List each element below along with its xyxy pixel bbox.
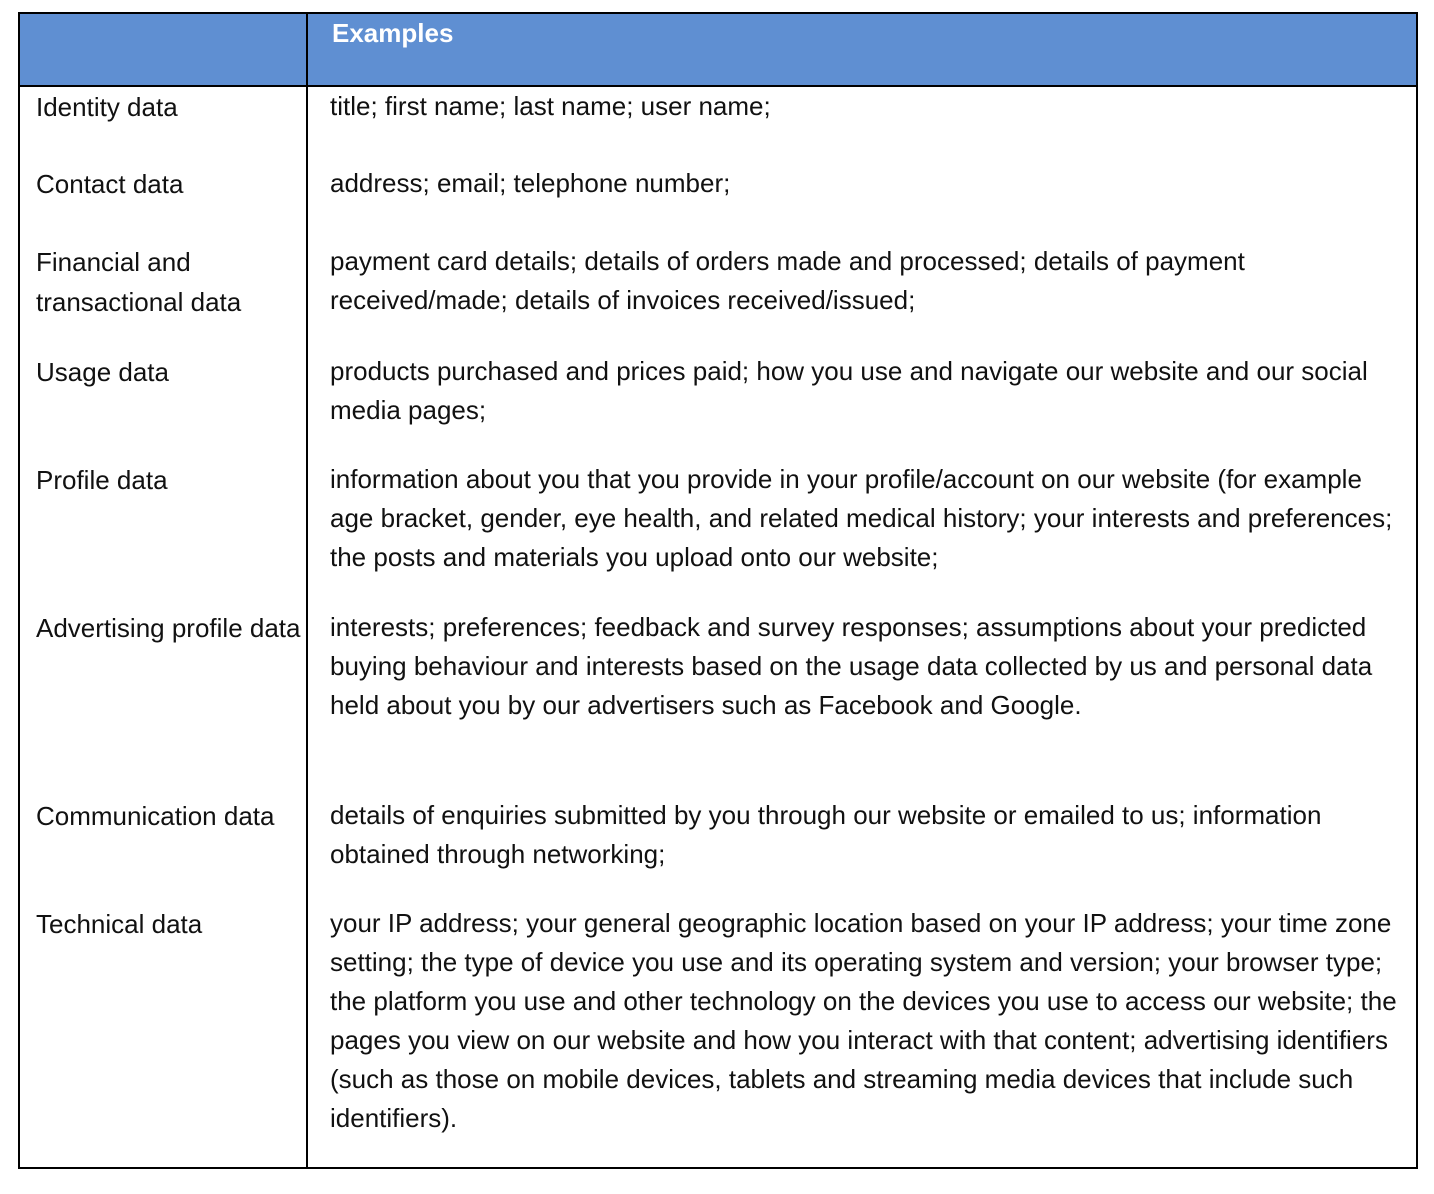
table-row [19,164,1417,242]
table-header-row [19,13,1417,86]
examples-text: information about you that you provide in your profile/account on our website (for example age bracket, gender, eye health, and related medical history; your interests and preferences; the posts and materials you upload onto our website; [330,464,1393,572]
table-row [19,904,1417,1168]
header-examples-label: Examples [332,18,454,48]
category-cell [19,242,307,352]
table-row [19,460,1417,608]
table-row [19,608,1417,796]
examples-cell [307,904,1417,1168]
table-row [19,86,1417,164]
category-cell [19,796,307,904]
category-cell [19,460,307,608]
header-category-cell [19,13,307,86]
examples-cell [307,242,1417,352]
examples-text: your IP address; your general geographic location based on your IP address; your time zone setting; the type of device you use and its operating system and version; your browser type; the platform you use and other technology on the devices you use to access our website; the pages you view on our website and how you interact with that content; advertising identifiers (such as those on mobile devices, tablets and streaming media devices that include such identifiers). [330,908,1397,1133]
category-label: Financial and transactional data [36,247,242,317]
category-cell [19,608,307,796]
examples-cell [307,796,1417,904]
examples-cell [307,164,1417,242]
examples-cell [307,608,1417,796]
category-label: Technical data [36,909,203,939]
examples-text: payment card details; details of orders made and processed; details of payment received/made; details of invoices received/issued; [330,246,1245,315]
category-cell [19,904,307,1168]
personal-data-table [18,12,1418,1169]
examples-cell [307,460,1417,608]
examples-text: address; email; telephone number; [330,168,731,198]
examples-text: interests; preferences; feedback and survey responses; assumptions about your predicted buying behaviour and interests based on the usage data collected by us and personal data held about you by our advertisers such as Facebook and Google. [330,612,1373,720]
header-examples-cell [307,13,1417,86]
examples-cell [307,86,1417,164]
category-label: Advertising profile data [36,613,301,643]
examples-text: details of enquiries submitted by you through our website or emailed to us; information obtained through networking; [330,800,1322,869]
examples-text: title; first name; last name; user name; [330,91,771,121]
category-cell [19,352,307,460]
examples-cell [307,352,1417,460]
category-label: Profile data [36,465,168,495]
table-row [19,352,1417,460]
category-label: Identity data [36,92,178,122]
table-row [19,242,1417,352]
category-cell [19,86,307,164]
category-label: Usage data [36,357,169,387]
category-label: Contact data [36,169,184,199]
table-row [19,796,1417,904]
category-label: Communication data [36,801,275,831]
examples-text: products purchased and prices paid; how you use and navigate our website and our social media pages; [330,356,1368,425]
category-cell [19,164,307,242]
